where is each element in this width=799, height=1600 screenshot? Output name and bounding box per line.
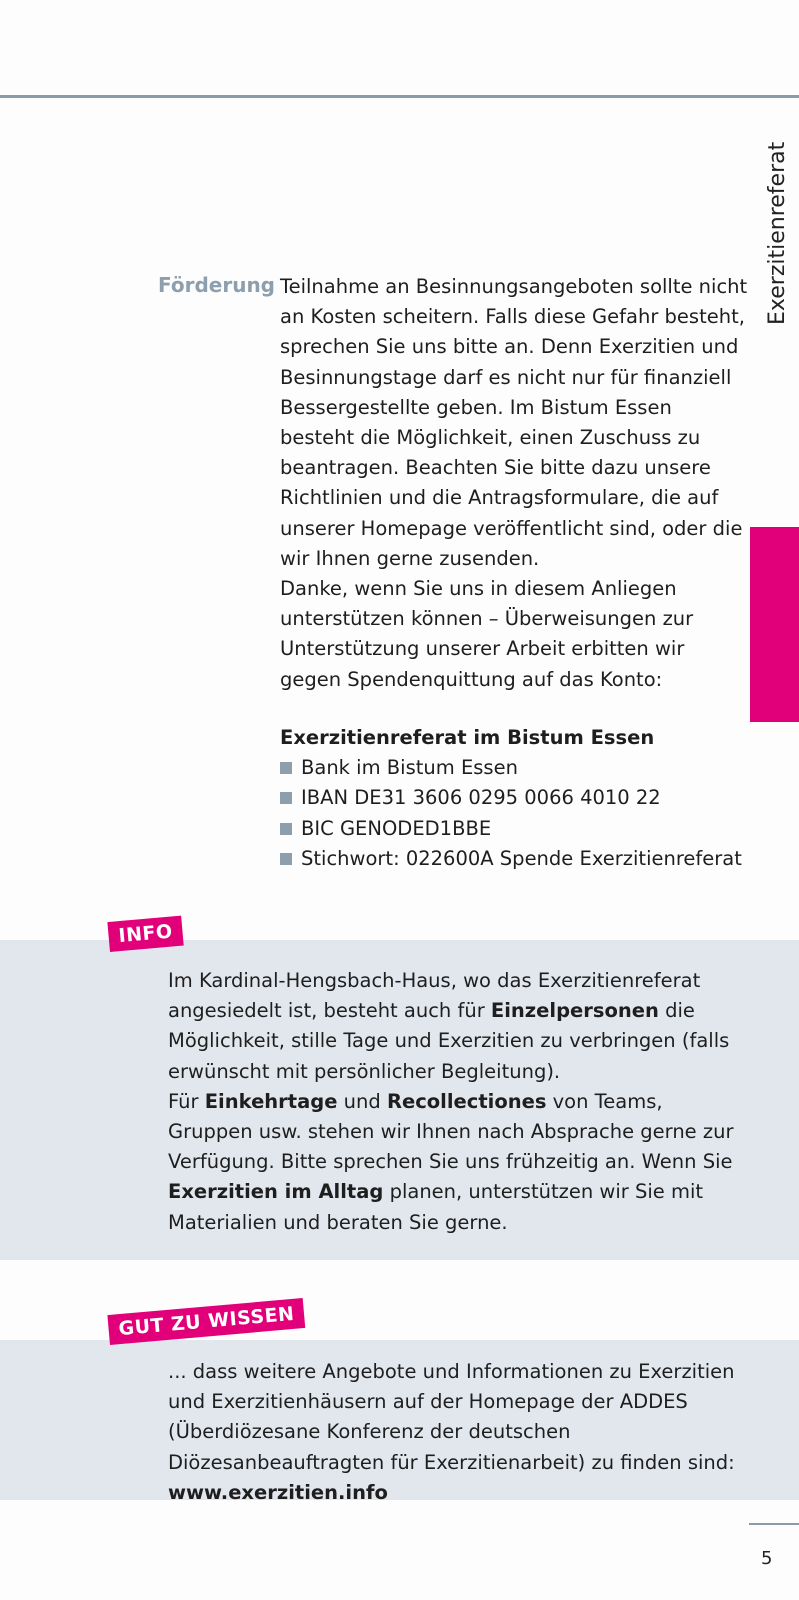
bank-account-block bbox=[280, 723, 750, 874]
list-item: BIC GENODED1BBE bbox=[280, 814, 750, 844]
square-bullet-icon bbox=[280, 762, 292, 774]
foerderung-body bbox=[280, 272, 750, 695]
page-number: 5 bbox=[761, 1548, 773, 1569]
gut-zu-wissen-text: ... dass weitere Angebote und Informationen zu Exerzitien und Exerzitienhäusern auf der Homepage der ADDES (Überdiözesane Konferenz der deutschen Diözesanbeauftragten für Exerzitienarbeit) zu finden sind: www.exerzitien.info bbox=[168, 1360, 735, 1504]
gut-zu-wissen-tag: GUT ZU WISSEN bbox=[107, 1298, 305, 1345]
square-bullet-icon bbox=[280, 823, 292, 835]
addes-website-link[interactable]: www.exerzitien.info bbox=[168, 1480, 388, 1504]
section-marker-tab bbox=[750, 527, 799, 722]
info-tag: INFO bbox=[107, 916, 183, 952]
square-bullet-icon bbox=[280, 792, 292, 804]
side-section-label: Exerzitienreferat bbox=[765, 141, 790, 325]
square-bullet-icon bbox=[280, 853, 292, 865]
list-item: Bank im Bistum Essen bbox=[280, 753, 750, 783]
account-holder: Exerzitienreferat im Bistum Essen bbox=[280, 726, 655, 749]
info-text bbox=[168, 966, 748, 1238]
account-details-list bbox=[280, 753, 750, 874]
info-paragraph-2: Für Einkehrtage und Recollectiones von Teams, Gruppen usw. stehen wir Ihnen nach Absprache gerne zur Verfügung. Bitte sprechen Sie uns frühzeitig an. Wenn Sie Exerzitien im Alltag planen, unterstützen wir Sie mit Materialien und beraten Sie gerne. bbox=[168, 1089, 734, 1234]
info-paragraph-1: Im Kardinal-Hengsbach-Haus, wo das Exerzitienreferat angesiedelt ist, besteht auch für Einzelpersonen die Möglichkeit, stille Tage und Exerzitien zu verbringen (falls erwünscht mit persönlicher Begleitung). bbox=[168, 969, 730, 1083]
list-item: Stichwort: 022600A Spende Exerzitienreferat bbox=[280, 844, 750, 874]
top-divider bbox=[0, 95, 799, 98]
foerderung-paragraph-1: Teilnahme an Besinnungsangeboten sollte nicht an Kosten scheitern. Falls diese Gefahr besteht, sprechen Sie uns bitte an. Denn Exerzitien und Besinnungstage darf es nicht nur für finanziell Bessergestellte geben. Im Bistum Essen besteht die Möglichkeit, einen Zuschuss zu beantragen. Beachten Sie bitte dazu unsere Richtlinien und die Antragsformulare, die auf unserer Homepage veröffentlicht sind, oder die wir Ihnen gerne zusenden. bbox=[280, 275, 748, 570]
footer-divider bbox=[749, 1523, 799, 1525]
foerderung-heading: Förderung bbox=[158, 273, 275, 297]
foerderung-paragraph-2: Danke, wenn Sie uns in diesem Anliegen unterstützen können – Überweisungen zur Unterstützung unserer Arbeit erbitten wir gegen Spendenquittung auf das Konto: bbox=[280, 577, 694, 691]
list-item: IBAN DE31 3606 0295 0066 4010 22 bbox=[280, 783, 750, 813]
